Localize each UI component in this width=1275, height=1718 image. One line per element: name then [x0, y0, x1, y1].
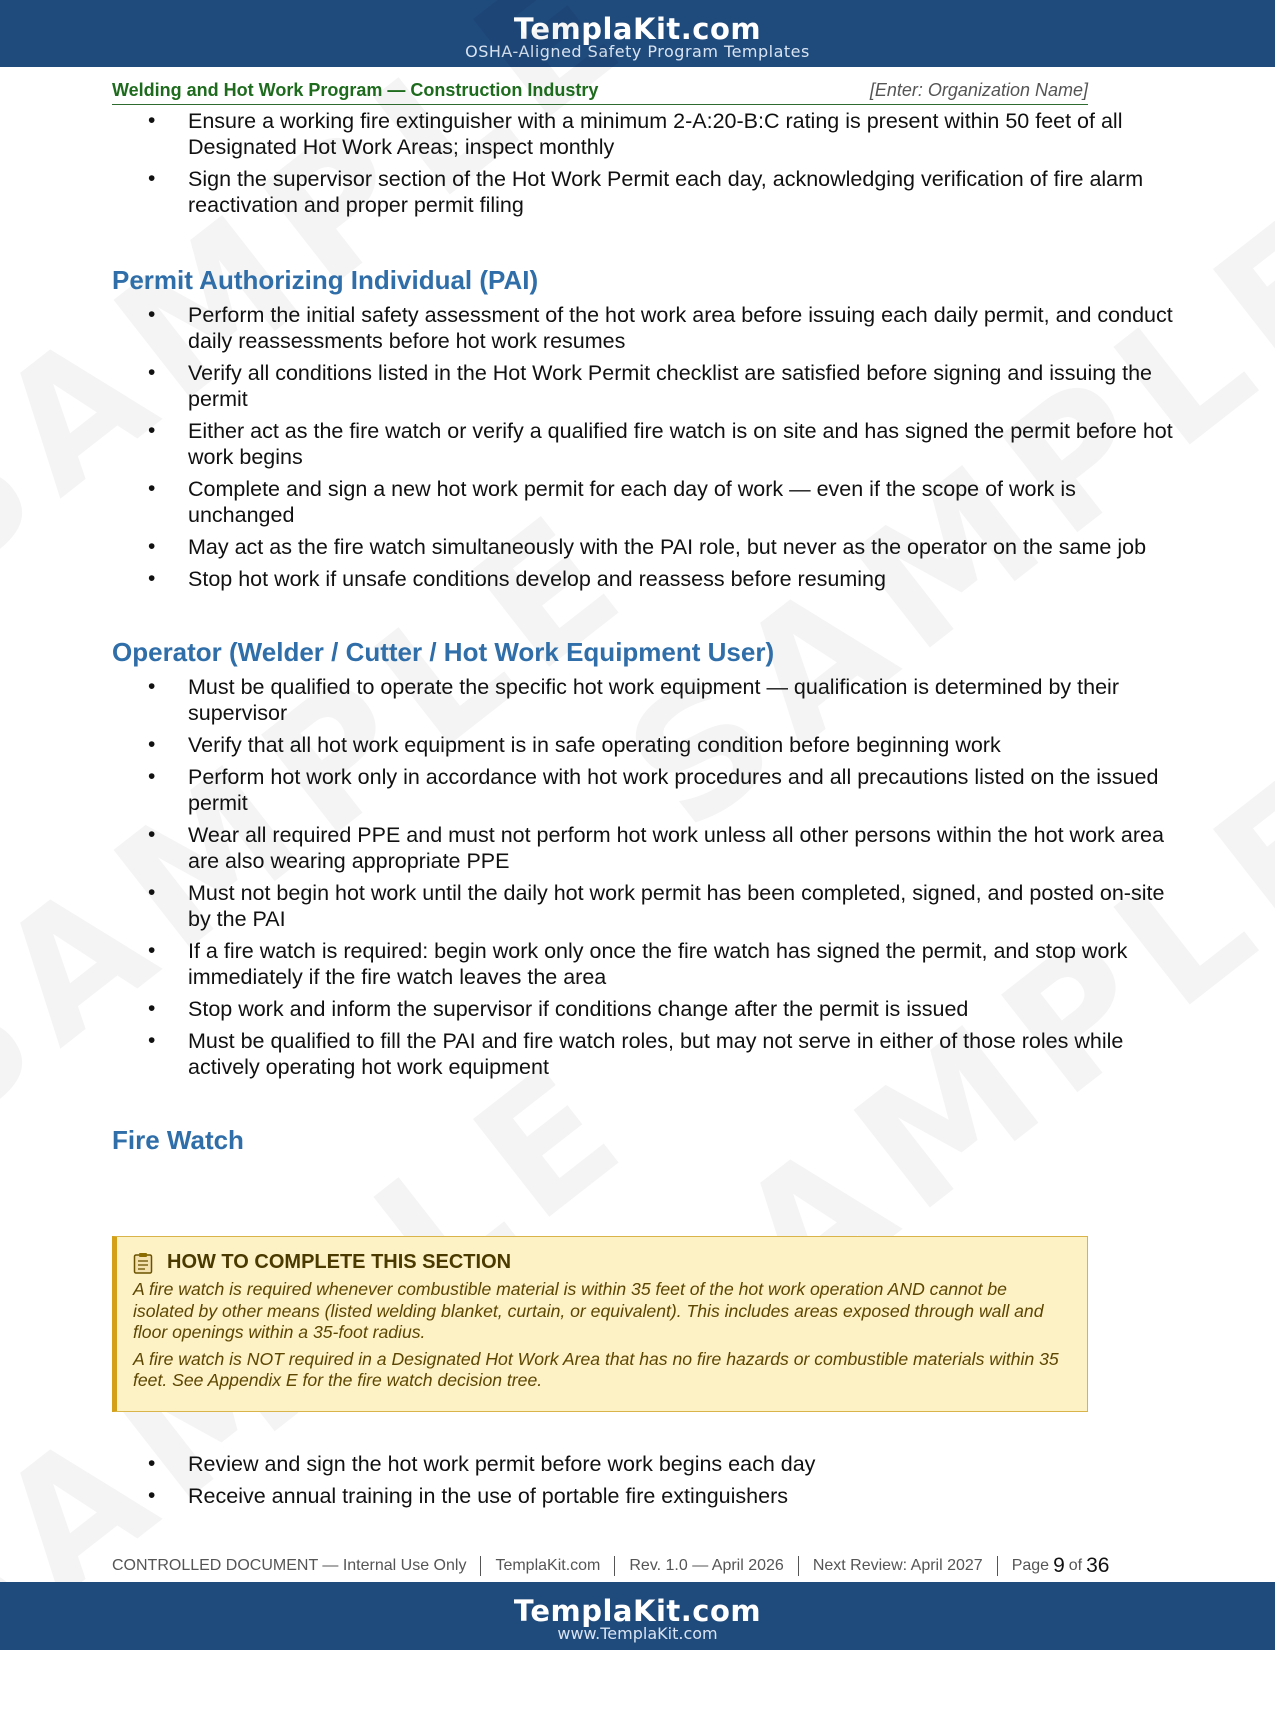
- document-footer: [112, 1552, 1162, 1580]
- list-item: • Must be qualified to operate the specific hot work equipment — qualification is determined by their supervisor: [148, 675, 1119, 725]
- banner-tagline: OSHA-Aligned Safety Program Templates: [465, 42, 810, 61]
- footer-divider: [997, 1556, 998, 1576]
- controlled-document-label: CONTROLLED DOCUMENT — Internal Use Only: [112, 1557, 467, 1574]
- section-heading-operator: Operator (Welder / Cutter / Hot Work Equipment User): [112, 637, 775, 667]
- footer-url[interactable]: www.TemplaKit.com: [557, 1624, 718, 1643]
- list-item: • If a fire watch is required: begin work only once the fire watch has signed the permit, and stop work immediately if the fire watch leaves the area: [148, 939, 1128, 989]
- bullet-icon: •: [148, 1484, 156, 1507]
- list-item: • Verify all conditions listed in the Hot Work Permit checklist are satisfied before signing and issuing the permit: [148, 361, 1152, 411]
- page-label: Page: [1011, 1557, 1050, 1574]
- revision-label: Rev. 1.0 — April 2026: [629, 1557, 784, 1574]
- bullet-icon: •: [148, 823, 156, 846]
- bullet-icon: •: [148, 675, 156, 698]
- callout-title: HOW TO COMPLETE THIS SECTION: [167, 1251, 512, 1273]
- bullet-icon: •: [148, 1029, 156, 1052]
- document-title: Welding and Hot Work Program — Construction Industry: [112, 79, 599, 100]
- bullet-icon: •: [148, 109, 156, 132]
- page-total: 36: [1086, 1554, 1110, 1577]
- page-content: [112, 108, 1173, 1156]
- list-item: • Review and sign the hot work permit before work begins each day: [148, 1452, 816, 1476]
- bullet-icon: •: [148, 167, 156, 190]
- list-item: • Wear all required PPE and must not perform hot work unless all other persons within the hot work area are also wearing appropriate PPE: [148, 823, 1164, 873]
- list-item: • Verify that all hot work equipment is in safe operating condition before beginning work: [148, 733, 1001, 757]
- page-number: 9: [1053, 1554, 1065, 1577]
- callout-paragraph: A fire watch is required whenever combustible material is within 35 feet of the hot work operation AND cannot be isolated by other means (listed welding blanket, curtain, or equivalent). This includes areas exposed through wall and floor openings within a 35-foot radius.: [133, 1279, 1044, 1342]
- footer-divider: [614, 1556, 615, 1576]
- bullet-icon: •: [148, 535, 156, 558]
- bullet-icon: •: [148, 765, 156, 788]
- bullet-icon: •: [148, 939, 156, 962]
- fire-watch-duties-list: [112, 1451, 1188, 1515]
- footer-divider: [798, 1556, 799, 1576]
- list-item: • Must not begin hot work until the daily hot work permit has been completed, signed, and posted on-site by the PAI: [148, 881, 1165, 931]
- supervisor-duties-list: [112, 108, 1162, 218]
- pai-duties-list: [112, 302, 1173, 592]
- page-of-label: of: [1068, 1557, 1083, 1574]
- list-item: • Perform the initial safety assessment of the hot work area before issuing each daily permit, and conduct daily reassessments before hot work resumes: [148, 303, 1173, 353]
- list-item: • Sign the supervisor section of the Hot Work Permit each day, acknowledging verification of fire alarm reactivation and proper permit filing: [148, 167, 1144, 217]
- list-item: • Ensure a working fire extinguisher with a minimum 2-A:20-B:C rating is present within 50 feet of all Designated Hot Work Areas; inspect monthly: [148, 109, 1123, 159]
- next-review-label: Next Review: April 2027: [812, 1557, 983, 1574]
- bullet-icon: •: [148, 567, 156, 590]
- bullet-icon: •: [148, 881, 156, 904]
- callout-heading: [133, 1251, 1071, 1274]
- section-heading-pai: Permit Authorizing Individual (PAI): [112, 265, 539, 295]
- bullet-icon: •: [148, 361, 156, 384]
- how-to-complete-callout: [112, 1236, 1088, 1412]
- bullet-icon: •: [148, 733, 156, 756]
- list-item: • Stop hot work if unsafe conditions develop and reassess before resuming: [148, 567, 886, 591]
- list-item: • Complete and sign a new hot work permit for each day of work — even if the scope of work is unchanged: [148, 477, 1076, 527]
- running-header: [112, 76, 1088, 105]
- bullet-icon: •: [148, 419, 156, 442]
- top-banner: [0, 0, 1275, 67]
- bullet-icon: •: [148, 303, 156, 326]
- callout-paragraph: A fire watch is NOT required in a Designated Hot Work Area that has no fire hazards or combustible materials within 35 feet. See Appendix E for the fire watch decision tree.: [133, 1348, 1059, 1390]
- list-item: • May act as the fire watch simultaneously with the PAI role, but never as the operator on the same job: [148, 535, 1147, 559]
- footer-site: TemplaKit.com: [495, 1557, 601, 1574]
- bullet-icon: •: [148, 477, 156, 500]
- list-item: • Perform hot work only in accordance with hot work procedures and all precautions listed on the issued permit: [148, 765, 1159, 815]
- section-heading-fire-watch: Fire Watch: [112, 1125, 244, 1155]
- clipboard-icon: [133, 1252, 153, 1274]
- footer-divider: [480, 1556, 481, 1576]
- list-item: • Either act as the fire watch or verify a qualified fire watch is on site and has signed the permit before hot work begins: [148, 419, 1173, 469]
- list-item: • Receive annual training in the use of portable fire extinguishers: [148, 1484, 788, 1508]
- list-item: • Stop work and inform the supervisor if conditions change after the permit is issued: [148, 997, 969, 1021]
- bottom-banner: [0, 1582, 1275, 1650]
- bullet-icon: •: [148, 1452, 156, 1475]
- organization-placeholder: [Enter: Organization Name]: [869, 79, 1088, 100]
- banner-brand: TemplaKit.com: [513, 12, 762, 46]
- footer-brand: TemplaKit.com: [513, 1594, 762, 1628]
- bullet-icon: •: [148, 997, 156, 1020]
- list-item: • Must be qualified to fill the PAI and fire watch roles, but may not serve in either of those roles while actively operating hot work equipment: [148, 1029, 1124, 1079]
- operator-duties-list: [112, 674, 1165, 1080]
